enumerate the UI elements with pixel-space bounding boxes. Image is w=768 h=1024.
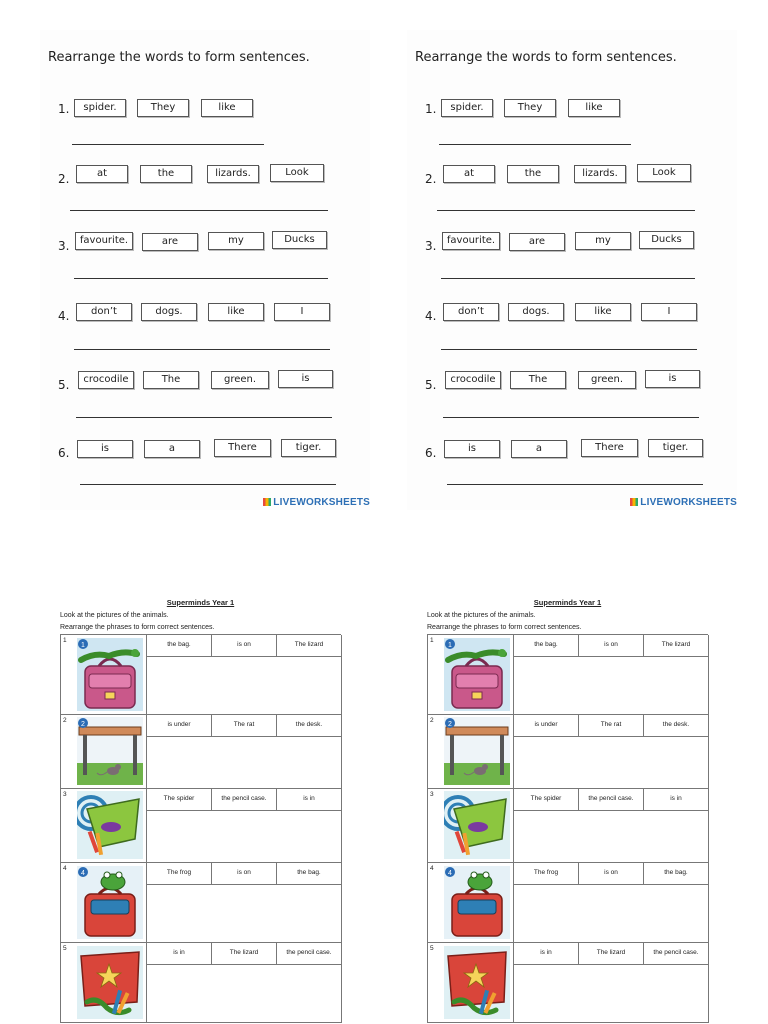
- word-card[interactable]: I: [274, 303, 330, 321]
- picture-cell: [61, 943, 147, 1022]
- picture-cell: [61, 715, 147, 788]
- word-card[interactable]: crocodile: [445, 371, 501, 389]
- lizard-in-pencil-case-icon: [444, 946, 510, 1019]
- word-card[interactable]: are: [142, 233, 198, 251]
- liveworksheets-logo: LIVEWORKSHEETS: [263, 497, 370, 508]
- phrase-cells: [514, 789, 709, 811]
- exercise-1: [40, 92, 370, 152]
- frog-on-bag-icon: [444, 866, 510, 939]
- phrase-card[interactable]: the desk.: [644, 715, 709, 736]
- phrase-card[interactable]: is in: [277, 789, 342, 810]
- word-card[interactable]: is: [444, 440, 500, 458]
- exercise-4: [40, 298, 370, 358]
- phrase-card[interactable]: The lizard: [212, 943, 277, 964]
- word-card[interactable]: green.: [578, 371, 636, 389]
- word-card[interactable]: tiger.: [281, 439, 336, 457]
- answer-box[interactable]: [514, 811, 709, 862]
- row-number: 5: [430, 945, 434, 952]
- worksheet-title: Rearrange the words to form sentences.: [415, 50, 677, 65]
- word-card[interactable]: is: [645, 370, 700, 388]
- phrase-card[interactable]: the pencil case.: [277, 943, 342, 964]
- word-card[interactable]: The: [510, 371, 566, 389]
- answer-line[interactable]: [80, 484, 336, 485]
- answer-box[interactable]: [147, 811, 342, 862]
- word-card[interactable]: Ducks: [272, 231, 327, 249]
- exercise-number: 6.: [425, 446, 437, 460]
- svg-text:4: 4: [81, 870, 85, 877]
- word-card[interactable]: Look: [637, 164, 691, 182]
- svg-text:4: 4: [448, 870, 452, 877]
- word-card[interactable]: tiger.: [648, 439, 703, 457]
- table-row: [61, 863, 342, 943]
- row-number: 4: [63, 865, 67, 872]
- row-number: 1: [430, 637, 434, 644]
- word-card[interactable]: is: [278, 370, 333, 388]
- word-card[interactable]: the: [140, 165, 192, 183]
- picture-cell: [61, 863, 147, 942]
- phrase-card[interactable]: is in: [644, 789, 709, 810]
- word-card[interactable]: Ducks: [639, 231, 694, 249]
- worksheet-title: Superminds Year 1: [533, 598, 602, 607]
- word-card[interactable]: are: [509, 233, 565, 251]
- answer-box[interactable]: [514, 657, 709, 714]
- phrase-card[interactable]: is under: [147, 715, 212, 736]
- answer-box[interactable]: [514, 965, 709, 1022]
- word-card[interactable]: like: [575, 303, 631, 321]
- phrase-card[interactable]: is in: [147, 943, 212, 964]
- phrase-card[interactable]: the desk.: [277, 715, 342, 736]
- instruction-line: Rearrange the phrases to form correct sentences.: [427, 624, 582, 631]
- row-number: 2: [63, 717, 67, 724]
- picture-cell: [61, 635, 147, 714]
- answer-box[interactable]: [147, 657, 342, 714]
- exercise-4: [407, 298, 737, 358]
- table-row: [61, 789, 342, 863]
- instruction-line: Rearrange the phrases to form correct sentences.: [60, 624, 215, 631]
- sentence-table: [427, 634, 708, 1023]
- phrase-card[interactable]: is on: [579, 635, 644, 656]
- exercise-6: [407, 434, 737, 494]
- phrase-card[interactable]: The spider: [514, 789, 579, 810]
- superminds-worksheet-left: [58, 598, 343, 1024]
- row-number: 2: [430, 717, 434, 724]
- word-card[interactable]: favourite.: [442, 232, 500, 250]
- phrase-card[interactable]: The frog: [147, 863, 212, 884]
- phrase-card[interactable]: The frog: [514, 863, 579, 884]
- answer-box[interactable]: [147, 737, 342, 788]
- exercise-number: 5.: [425, 378, 437, 392]
- answer-line[interactable]: [437, 210, 695, 211]
- answer-box[interactable]: [514, 737, 709, 788]
- phrase-cells: [147, 715, 342, 737]
- word-card[interactable]: lizards.: [574, 165, 626, 183]
- picture-cell: [428, 863, 514, 942]
- exercise-2: [40, 160, 370, 220]
- row-number: 3: [430, 791, 434, 798]
- phrase-cells: [514, 943, 709, 965]
- word-card[interactable]: like: [201, 99, 253, 117]
- superminds-worksheet-right: [425, 598, 710, 1024]
- phrase-card[interactable]: the pencil case.: [644, 943, 709, 964]
- phrase-cells: [514, 863, 709, 885]
- svg-text:2: 2: [81, 721, 85, 728]
- picture-cell: [428, 943, 514, 1022]
- phrase-card[interactable]: The lizard: [644, 635, 709, 656]
- exercise-3: [407, 228, 737, 288]
- rearrange-worksheet-right: [407, 30, 737, 510]
- exercise-5: [40, 366, 370, 426]
- exercise-number: 3.: [425, 239, 437, 253]
- lizard-in-pencil-case-icon: [77, 946, 143, 1019]
- phrase-card[interactable]: is in: [514, 943, 579, 964]
- exercise-2: [407, 160, 737, 220]
- liveworksheets-logo: LIVEWORKSHEETS: [630, 497, 737, 508]
- row-number: 5: [63, 945, 67, 952]
- table-row: [428, 715, 709, 789]
- word-card[interactable]: the: [507, 165, 559, 183]
- word-card[interactable]: at: [76, 165, 128, 183]
- spider-in-pencil-case-icon: [77, 791, 143, 859]
- word-card[interactable]: dogs.: [141, 303, 197, 321]
- word-card[interactable]: Look: [270, 164, 324, 182]
- sentence-table: [60, 634, 341, 1023]
- word-card[interactable]: spider.: [441, 99, 493, 117]
- word-card[interactable]: a: [144, 440, 200, 458]
- spider-in-pencil-case-icon: [444, 791, 510, 859]
- word-card[interactable]: green.: [211, 371, 269, 389]
- exercise-number: 4.: [58, 309, 70, 323]
- picture-cell: [428, 789, 514, 862]
- phrase-card[interactable]: The spider: [147, 789, 212, 810]
- lizard-on-bag-icon: [77, 638, 143, 711]
- table-row: [61, 715, 342, 789]
- exercise-number: 2.: [58, 172, 70, 186]
- answer-line[interactable]: [74, 349, 330, 350]
- worksheet-title: Rearrange the words to form sentences.: [48, 50, 310, 65]
- row-number: 1: [63, 637, 67, 644]
- phrase-card[interactable]: The lizard: [277, 635, 342, 656]
- phrase-cells: [147, 635, 342, 657]
- phrase-card[interactable]: The rat: [579, 715, 644, 736]
- word-card[interactable]: I: [641, 303, 697, 321]
- word-card[interactable]: my: [575, 232, 631, 250]
- phrase-card[interactable]: is under: [514, 715, 579, 736]
- answer-box[interactable]: [514, 885, 709, 942]
- phrase-cells: [147, 863, 342, 885]
- rat-under-desk-icon: [444, 717, 510, 785]
- rearrange-worksheet-left: [40, 30, 370, 510]
- exercise-number: 1.: [425, 102, 437, 116]
- phrase-cells: [514, 635, 709, 657]
- lizard-on-bag-icon: [444, 638, 510, 711]
- exercise-number: 3.: [58, 239, 70, 253]
- liveworksheets-mark-icon: [630, 498, 638, 506]
- phrase-card[interactable]: the pencil case.: [579, 789, 644, 810]
- row-number: 4: [430, 865, 434, 872]
- phrase-card[interactable]: the pencil case.: [212, 789, 277, 810]
- word-card[interactable]: crocodile: [78, 371, 134, 389]
- answer-line[interactable]: [439, 144, 631, 145]
- exercise-1: [407, 92, 737, 152]
- exercise-number: 1.: [58, 102, 70, 116]
- answer-line[interactable]: [443, 417, 699, 418]
- phrase-card[interactable]: The rat: [212, 715, 277, 736]
- exercise-3: [40, 228, 370, 288]
- row-number: 3: [63, 791, 67, 798]
- word-card[interactable]: like: [208, 303, 264, 321]
- svg-text:1: 1: [81, 642, 85, 649]
- table-row: [428, 635, 709, 715]
- word-card[interactable]: They: [504, 99, 556, 117]
- picture-cell: [428, 635, 514, 714]
- table-row: [428, 789, 709, 863]
- instruction-line: Look at the pictures of the animals.: [427, 612, 536, 619]
- phrase-card[interactable]: the bag.: [277, 863, 342, 884]
- frog-on-bag-icon: [77, 866, 143, 939]
- exercise-number: 6.: [58, 446, 70, 460]
- phrase-card[interactable]: is on: [212, 863, 277, 884]
- word-card[interactable]: don’t: [443, 303, 499, 321]
- phrase-card[interactable]: the bag.: [644, 863, 709, 884]
- word-card[interactable]: my: [208, 232, 264, 250]
- word-card[interactable]: is: [77, 440, 133, 458]
- phrase-card[interactable]: The lizard: [579, 943, 644, 964]
- table-row: [428, 863, 709, 943]
- picture-cell: [428, 715, 514, 788]
- word-card[interactable]: at: [443, 165, 495, 183]
- word-card[interactable]: like: [568, 99, 620, 117]
- answer-line[interactable]: [441, 349, 697, 350]
- word-card[interactable]: lizards.: [207, 165, 259, 183]
- answer-box[interactable]: [147, 965, 342, 1022]
- answer-line[interactable]: [441, 278, 695, 279]
- table-row: [428, 943, 709, 1023]
- svg-text:2: 2: [448, 721, 452, 728]
- table-row: [61, 635, 342, 715]
- word-card[interactable]: spider.: [74, 99, 126, 117]
- word-card[interactable]: a: [511, 440, 567, 458]
- word-card[interactable]: They: [137, 99, 189, 117]
- exercise-number: 4.: [425, 309, 437, 323]
- instruction-line: Look at the pictures of the animals.: [60, 612, 169, 619]
- answer-box[interactable]: [147, 885, 342, 942]
- exercise-5: [407, 366, 737, 426]
- answer-line[interactable]: [72, 144, 264, 145]
- exercise-number: 5.: [58, 378, 70, 392]
- phrase-card[interactable]: the bag.: [514, 635, 579, 656]
- worksheet-title: Superminds Year 1: [166, 598, 235, 607]
- word-card[interactable]: There: [214, 439, 271, 457]
- svg-text:1: 1: [448, 642, 452, 649]
- table-row: [61, 943, 342, 1023]
- liveworksheets-mark-icon: [263, 498, 271, 506]
- picture-cell: [61, 789, 147, 862]
- word-card[interactable]: The: [143, 371, 199, 389]
- exercise-number: 2.: [425, 172, 437, 186]
- word-card[interactable]: favourite.: [75, 232, 133, 250]
- word-card[interactable]: don’t: [76, 303, 132, 321]
- phrase-cells: [147, 943, 342, 965]
- phrase-cells: [147, 789, 342, 811]
- phrase-card[interactable]: is on: [212, 635, 277, 656]
- phrase-cells: [514, 715, 709, 737]
- phrase-card[interactable]: the bag.: [147, 635, 212, 656]
- answer-line[interactable]: [70, 210, 328, 211]
- exercise-6: [40, 434, 370, 494]
- word-card[interactable]: There: [581, 439, 638, 457]
- word-card[interactable]: dogs.: [508, 303, 564, 321]
- answer-line[interactable]: [76, 417, 332, 418]
- answer-line[interactable]: [74, 278, 328, 279]
- rat-under-desk-icon: [77, 717, 143, 785]
- phrase-card[interactable]: is on: [579, 863, 644, 884]
- answer-line[interactable]: [447, 484, 703, 485]
